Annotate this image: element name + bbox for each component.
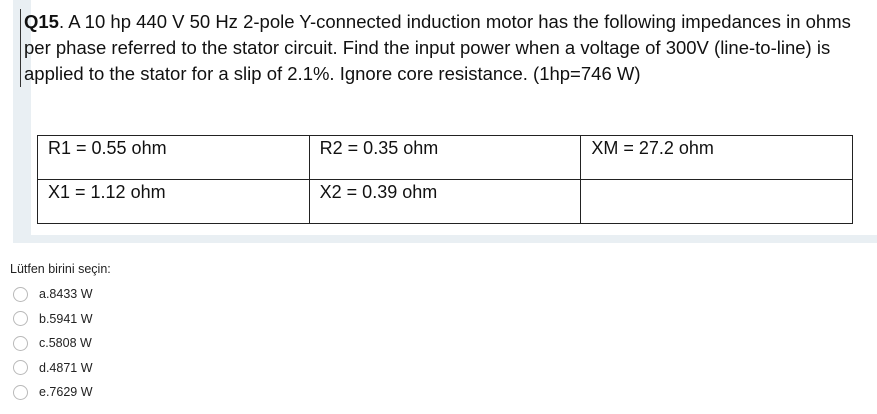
answer-option-d[interactable] [10,356,111,381]
answer-option-label[interactable]: c.5808 W [39,336,92,351]
answer-option-a[interactable] [10,282,111,307]
radio-button[interactable] [13,385,28,400]
radio-button[interactable] [13,287,28,302]
answer-option-c[interactable] [10,331,111,356]
table-row [38,180,853,224]
answer-option-label[interactable]: e.7629 W [39,385,93,400]
table-row [38,136,853,180]
radio-button[interactable] [13,336,28,351]
question-body: . A 10 hp 440 V 50 Hz 2-pole Y-connected induction motor has the following impedances in ohms per phase referred to the stator circuit. Find the input power when a voltage of 300V (line-to-line) is applied to the stator for a slip of 2.1%. Ignore core resistance. (1hp=746 W) [24,11,851,84]
answer-section [10,262,111,405]
answer-option-b[interactable] [10,307,111,332]
question-number: Q15 [24,11,59,32]
table-cell-x1: X1 = 1.12 ohm [38,180,310,224]
table-cell-xm: XM = 27.2 ohm [581,136,853,180]
table-cell-empty [581,180,853,224]
answer-prompt: Lütfen birini seçin: [10,262,111,276]
answer-option-label[interactable]: d.4871 W [39,360,93,375]
table-cell-r1: R1 = 0.55 ohm [38,136,310,180]
answer-option-e[interactable] [10,380,111,405]
table-cell-r2: R2 = 0.35 ohm [309,136,581,180]
question-text [20,9,869,87]
impedance-table [37,135,853,224]
answer-option-label[interactable]: a.8433 W [39,287,93,302]
table-cell-x2: X2 = 0.39 ohm [309,180,581,224]
radio-button[interactable] [13,311,28,326]
radio-button[interactable] [13,360,28,375]
answer-option-label[interactable]: b.5941 W [39,311,93,326]
